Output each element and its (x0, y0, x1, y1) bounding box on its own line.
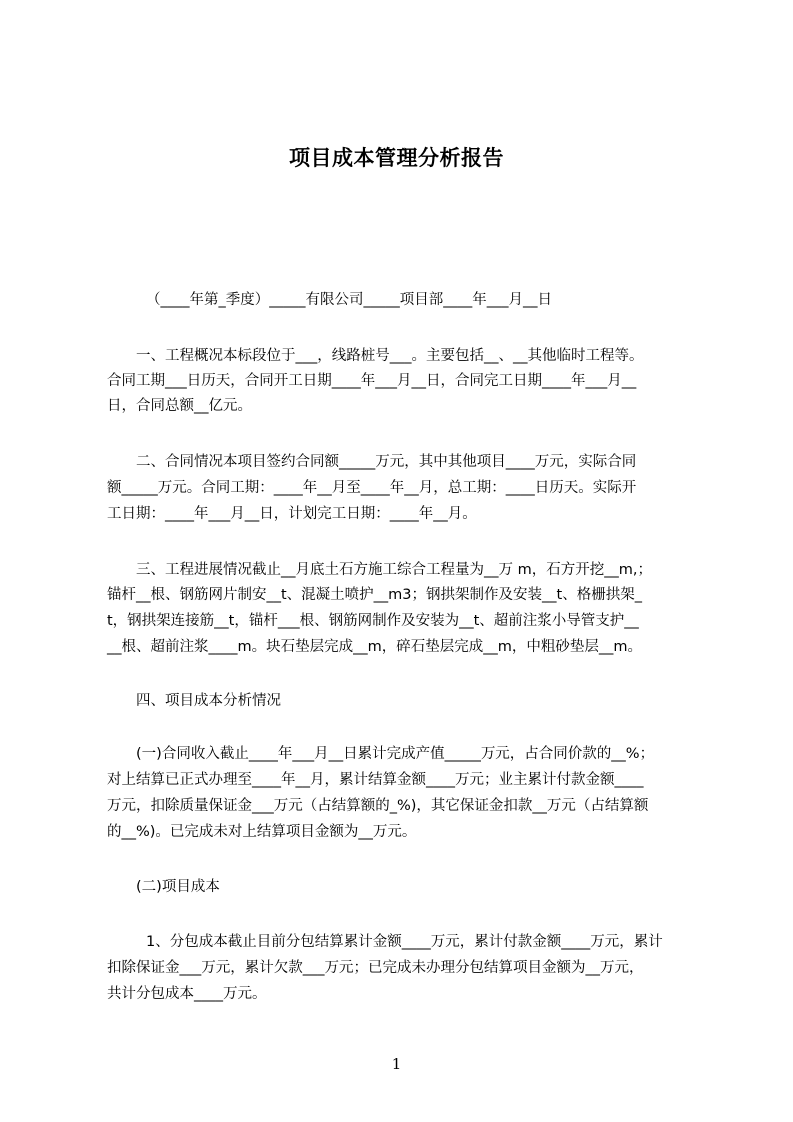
section1-line1: 一、工程概况本标段位于___，线路桩号___。主要包括__、__其他临时工程等。 (136, 348, 644, 364)
section2-line3: 工日期：____年___月__日，计划完工日期：____年__月。 (107, 506, 477, 522)
section3-line2: 锚杆__根、钢筋网片制安__t、混凝土喷护__m3；钢拱架制作及安装__t、格栅拱架_ (107, 587, 642, 603)
section1-line2: 合同工期___日历天，合同开工日期____年___月__日，合同完工日期____年___月__ (107, 373, 637, 389)
subsection1-line1: (一)合同收入截止____年___月__日累计完成产值_____万元，占合同价款的__%； (136, 746, 655, 762)
section3-line3: t，钢拱架连接筋__t，锚杆___根、钢筋网制作及安装为__t、超前注浆小导管支护__ (107, 613, 639, 629)
section3-line1: 三、工程进展情况截止__月底土石方施工综合工程量为__万 m，石方开挖__m,； (136, 562, 652, 578)
section2-line2: 额_____万元。合同工期：____年__月至____年__月，总工期：____日历天。实际开 (107, 480, 637, 496)
section2-line1: 二、合同情况本项目签约合同额_____万元，其中其他项目____万元，实际合同 (136, 454, 637, 470)
subsection2-heading: (二)项目成本 (136, 879, 220, 895)
item1-line2: 扣除保证金___万元，累计欠款___万元；已完成未办理分包结算项目金额为__万元， (107, 960, 644, 976)
section1-line3: 日，合同总额__亿元。 (107, 398, 252, 414)
subsection1-line3: 万元，扣除质量保证金___万元（占结算额的_%)，其它保证金扣款__万元（占结算额 (107, 798, 649, 814)
date-line: （____年第_季度）_____有限公司_____项目部____年___月__日 (146, 292, 552, 308)
page-number: 1 (391, 1055, 402, 1073)
section3-line4: __根、超前注浆____m。块石垫层完成__m，碎石垫层完成__m，中粗砂垫层__m。 (107, 639, 642, 655)
document-title: 项目成本管理分析报告 (289, 146, 504, 170)
item1-line1: 1、分包成本截止目前分包结算累计金额____万元，累计付款金额____万元，累计 (146, 934, 663, 950)
item1-line3: 共计分包成本____万元。 (107, 986, 267, 1002)
subsection1-line2: 对上结算已正式办理至____年__月，累计结算金额____万元；业主累计付款金额____ (107, 772, 644, 788)
subsection1-line4: 的__%)。已完成未对上结算项目金额为__万元。 (107, 824, 417, 840)
section4-heading: 四、项目成本分析情况 (136, 693, 281, 709)
